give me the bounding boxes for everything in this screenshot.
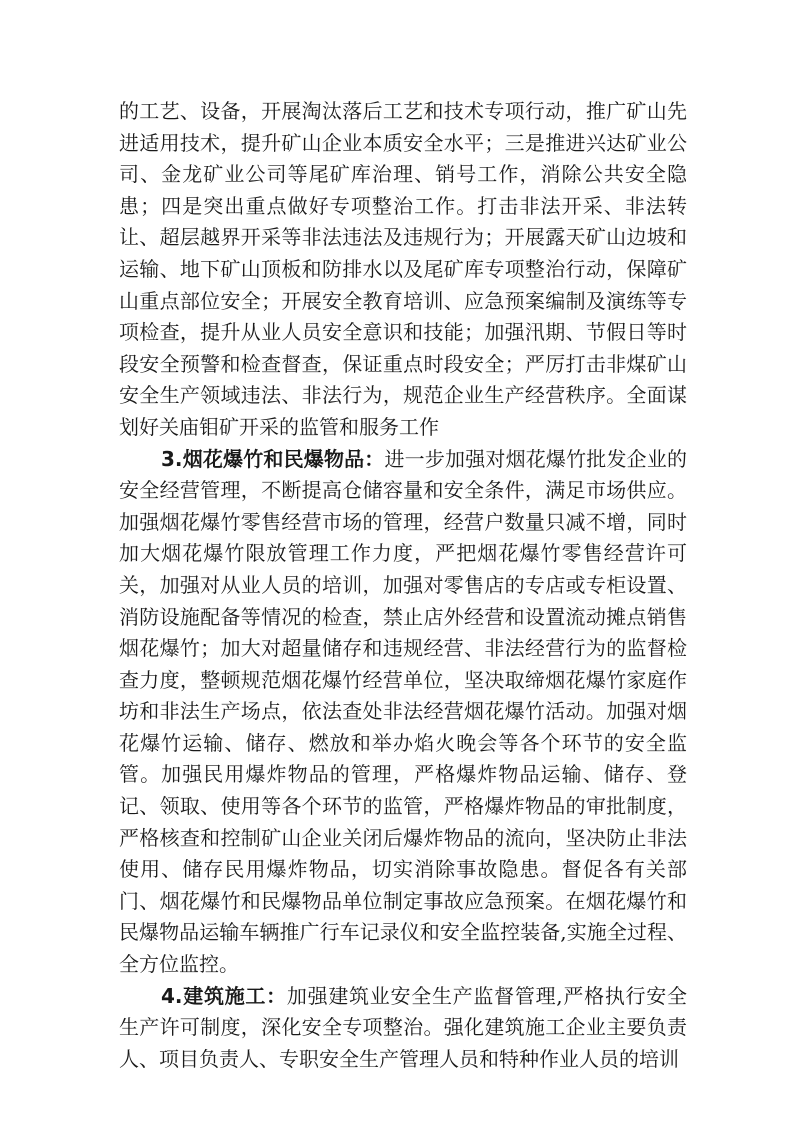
- paragraph-construction: [119, 981, 687, 1076]
- section-heading-construction: 4.建筑施工：: [161, 983, 287, 1008]
- document-body: [119, 96, 687, 1075]
- section-heading-fireworks: 3.烟花爆竹和民爆物品：: [161, 446, 385, 471]
- paragraph-fireworks: [119, 444, 687, 981]
- paragraph-text: 的工艺、设备，开展淘汰落后工艺和技术专项行动，推广矿山先进适用技术，提升矿山企业本质安全水平；三是推进兴达矿业公司、金龙矿业公司等尾矿库治理、销号工作，消除公共安全隐患；四是突出重点做好专项整治工作。打击非法开采、非法转让、超层越界开采等非法违法及违规行为；开展露天矿山边坡和运输、地下矿山顶板和防排水以及尾矿库专项整治行动，保障矿山重点部位安全；开展安全教育培训、应急预案编制及演练等专项检查，提升从业人员安全意识和技能；加强汛期、节假日等时段安全预警和检查督查，保证重点时段安全；严厉打击非煤矿山安全生产领域违法、非法行为，规范企业生产经营秩序。全面谋划好关庙钼矿开采的监管和服务工作: [119, 99, 687, 439]
- paragraph-mine-safety-continued: [119, 96, 687, 444]
- paragraph-text: 加强建筑业安全生产监督管理,严格执行安全生产许可制度，深化安全专项整治。强化建筑施工企业主要负责人、项目负责人、专职安全生产管理人员和特种作业人员的培训: [119, 983, 688, 1071]
- paragraph-text: 进一步加强对烟花爆竹批发企业的安全经营管理，不断提高仓储容量和安全条件，满足市场供应。加强烟花爆竹零售经营市场的管理，经营户数量只减不增，同时加大烟花爆竹限放管理工作力度，严把烟花爆竹零售经营许可关，加强对从业人员的培训，加强对零售店的专店或专柜设置、消防设施配备等情况的检查，禁止店外经营和设置流动摊点销售烟花爆竹；加大对超量储存和违规经营、非法经营行为的监督检查力度，整顿规范烟花爆竹经营单位，坚决取缔烟花爆竹家庭作坊和非法生产场点，依法查处非法经营烟花爆竹活动。加强对烟花爆竹运输、储存、燃放和举办焰火晚会等各个环节的安全监管。加强民用爆炸物品的管理，严格爆炸物品运输、储存、登记、领取、使用等各个环节的监管，严格爆炸物品的审批制度，严格核查和控制矿山企业关闭后爆炸物品的流向，坚决防止非法使用、储存民用爆炸物品，切实消除事故隐患。督促各有关部门、烟花爆竹和民爆物品单位制定事故应急预案。在烟花爆竹和民爆物品运输车辆推广行车记录仪和安全监控装备,实施全过程、全方位监控。: [119, 446, 688, 977]
